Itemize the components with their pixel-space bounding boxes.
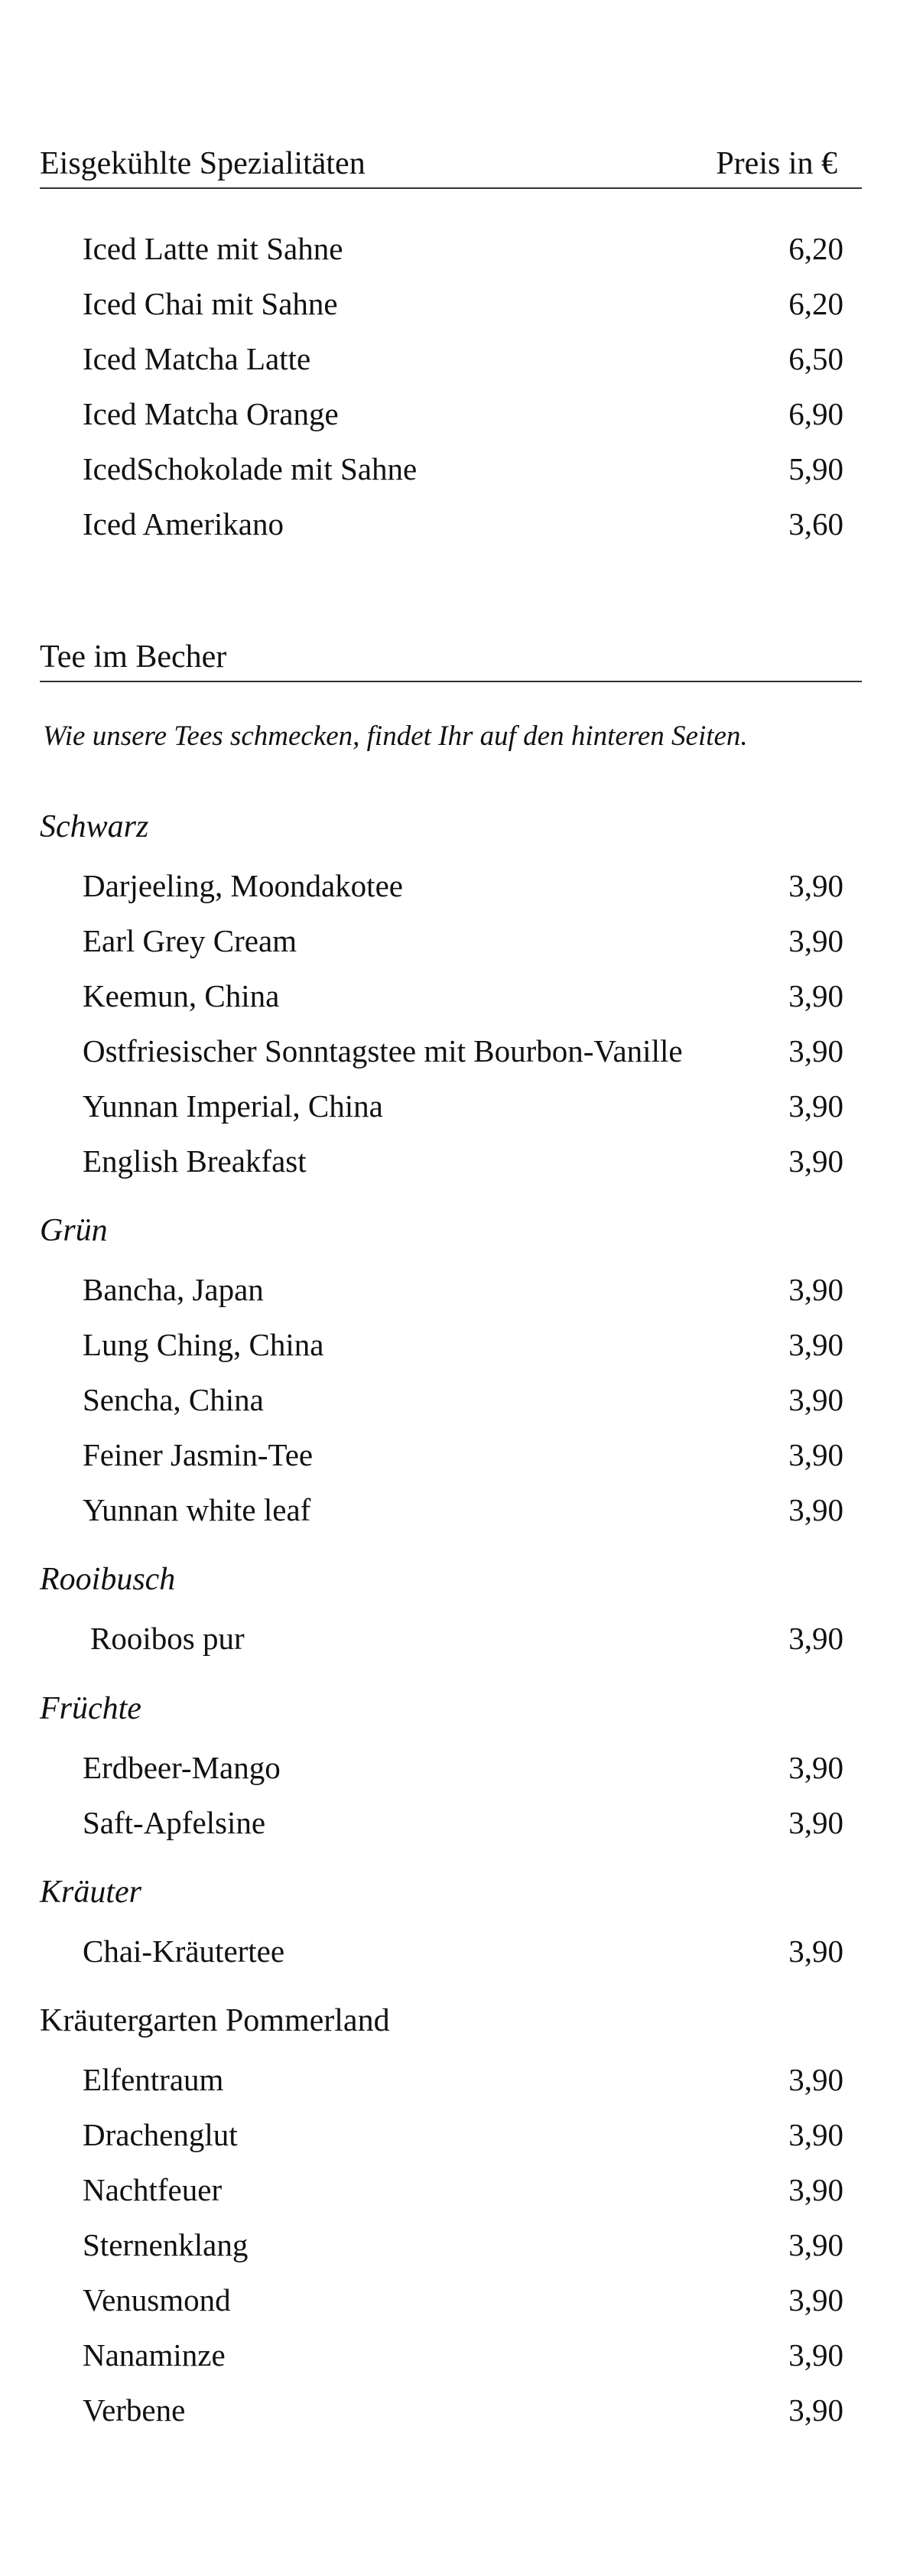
item-price: 6,90: [788, 396, 843, 431]
item-name: Lung Ching, China: [83, 1327, 324, 1362]
menu-item: [83, 1435, 843, 1475]
category-title-gruen: Grün: [40, 1213, 108, 1248]
menu-item: [83, 1618, 843, 1658]
item-name: Verbene: [83, 2392, 186, 2428]
item-name: Sternenklang: [83, 2227, 249, 2262]
category-title-kraeuter: Kräuter: [40, 1875, 142, 1910]
menu-item: [83, 2060, 843, 2100]
item-price: 3,90: [788, 1272, 843, 1307]
item-name: Venusmond: [83, 2282, 231, 2317]
tea-section-title: Tee im Becher: [40, 639, 227, 675]
item-price: 3,90: [788, 1934, 843, 1969]
item-price: 3,90: [788, 2392, 843, 2428]
menu-item: [83, 394, 843, 434]
item-price: 3,90: [788, 868, 843, 903]
tea-note: Wie unsere Tees schmecken, findet Ihr auf den hinteren Seiten.: [43, 720, 748, 752]
menu-item: [83, 866, 843, 906]
tea-section-header: [40, 635, 862, 682]
menu-item: [83, 1803, 843, 1843]
item-name: Elfentraum: [83, 2062, 224, 2097]
menu-item: [83, 1031, 843, 1071]
item-name: Iced Latte mit Sahne: [83, 231, 343, 266]
item-name: IcedSchokolade mit Sahne: [83, 451, 418, 486]
item-price: 5,90: [788, 451, 843, 486]
item-price: 3,90: [788, 1805, 843, 1840]
price-column-header: Preis in €: [716, 146, 837, 181]
item-name: Drachenglut: [83, 2117, 238, 2152]
item-name: Rooibos pur: [90, 1621, 245, 1656]
menu-item: [83, 1325, 843, 1364]
item-name: English Breakfast: [83, 1143, 307, 1179]
category-title-rooibusch: Rooibusch: [40, 1562, 176, 1597]
item-price: 3,90: [788, 1143, 843, 1179]
item-price: 3,90: [788, 1621, 843, 1656]
menu-item: [83, 1380, 843, 1420]
item-price: 3,90: [788, 2062, 843, 2097]
item-name: Iced Amerikano: [83, 506, 284, 542]
menu-item: [83, 2280, 843, 2320]
item-price: 3,90: [788, 1327, 843, 1362]
menu-item: [83, 976, 843, 1016]
menu-item: [83, 1086, 843, 1126]
menu-item: [83, 284, 843, 324]
item-price: 3,90: [788, 1492, 843, 1527]
category-title-schwarz: Schwarz: [40, 809, 149, 844]
menu-item: [83, 1931, 843, 1971]
item-name: Earl Grey Cream: [83, 923, 297, 958]
item-price: 3,90: [788, 1088, 843, 1124]
iced-section-title: Eisgekühlte Spezialitäten: [40, 146, 366, 181]
menu-item: [83, 504, 843, 544]
item-name: Feiner Jasmin-Tee: [83, 1437, 314, 1472]
iced-section-header: [40, 141, 862, 189]
menu-item: [83, 1141, 843, 1181]
menu-item: [83, 1270, 843, 1309]
item-price: 3,90: [788, 2227, 843, 2262]
menu-item: [83, 1490, 843, 1530]
item-price: 6,50: [788, 341, 843, 376]
item-name: Iced Chai mit Sahne: [83, 286, 338, 321]
item-price: 3,90: [788, 2117, 843, 2152]
item-price: 3,90: [788, 923, 843, 958]
menu-item: [83, 2390, 843, 2430]
item-name: Ostfriesischer Sonntagstee mit Bourbon-Vanille: [83, 1033, 683, 1068]
item-name: Iced Matcha Orange: [83, 396, 339, 431]
item-price: 3,90: [788, 978, 843, 1013]
menu-item: [83, 339, 843, 379]
item-name: Chai-Kräutertee: [83, 1934, 285, 1969]
item-price: 3,90: [788, 1033, 843, 1068]
item-name: Nachtfeuer: [83, 2172, 223, 2207]
item-price: 3,90: [788, 1750, 843, 1785]
menu-item: [83, 1748, 843, 1787]
category-title-fruechte: Früchte: [40, 1691, 141, 1726]
menu-item: [83, 2170, 843, 2210]
item-price: 3,90: [788, 2337, 843, 2373]
menu-item: [83, 229, 843, 268]
menu-item: [83, 921, 843, 961]
menu-item: [83, 2225, 843, 2265]
item-price: 3,90: [788, 2172, 843, 2207]
item-name: Saft-Apfelsine: [83, 1805, 266, 1840]
item-price: 3,90: [788, 1437, 843, 1472]
item-name: Nanaminze: [83, 2337, 226, 2373]
item-name: Sencha, China: [83, 1382, 264, 1417]
item-name: Darjeeling, Moondakotee: [83, 868, 403, 903]
item-name: Yunnan white leaf: [83, 1492, 311, 1527]
item-price: 3,60: [788, 506, 843, 542]
item-price: 6,20: [788, 286, 843, 321]
item-name: Keemun, China: [83, 978, 280, 1013]
menu-item: [83, 2335, 843, 2375]
item-name: Iced Matcha Latte: [83, 341, 311, 376]
menu-item: [83, 449, 843, 489]
item-price: 3,90: [788, 1382, 843, 1417]
item-price: 6,20: [788, 231, 843, 266]
item-name: Bancha, Japan: [83, 1272, 264, 1307]
item-price: 3,90: [788, 2282, 843, 2317]
item-name: Yunnan Imperial, China: [83, 1088, 383, 1124]
menu-item: [83, 2115, 843, 2155]
item-name: Erdbeer-Mango: [83, 1750, 281, 1785]
category-title-kraeutergarten: Kräutergarten Pommerland: [40, 2003, 390, 2038]
